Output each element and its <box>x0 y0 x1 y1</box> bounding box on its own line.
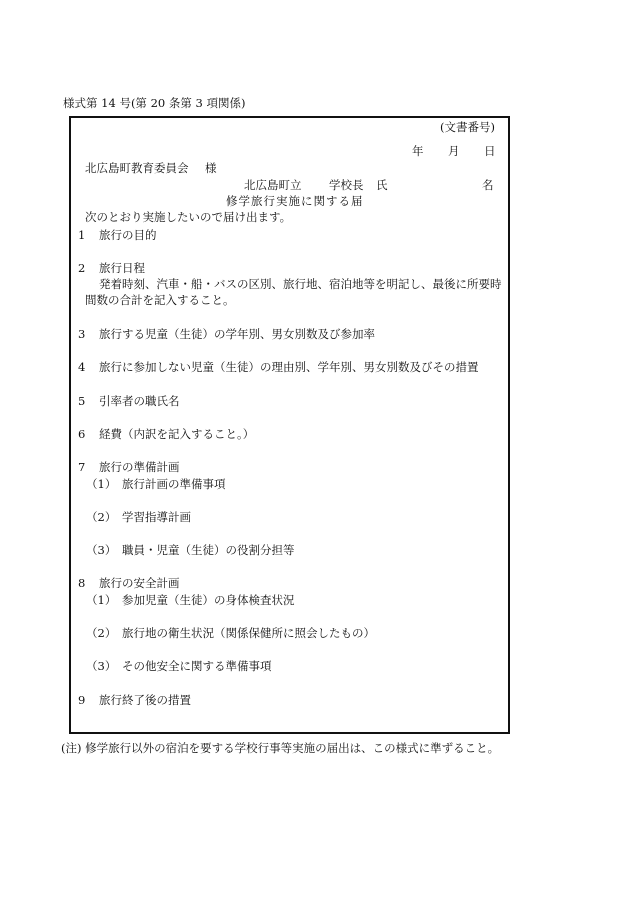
subsection-number: （1） <box>86 593 117 607</box>
addressee-honorific: 様 <box>205 161 217 175</box>
sender-name-suffix: 名 <box>482 178 494 192</box>
subsection-text: 職員・児童（生徒）の役割分担等 <box>122 543 295 557</box>
section-heading: 旅行日程 <box>99 261 145 275</box>
section-heading: 引率者の職氏名 <box>99 394 180 408</box>
section-number: 4 <box>78 360 86 374</box>
section-heading: 旅行の目的 <box>99 228 157 242</box>
section-number: 9 <box>78 693 86 707</box>
sender-town: 北広島町立 <box>244 178 302 192</box>
addressee: 北広島町教育委員会 <box>85 161 189 175</box>
section-heading: 旅行終了後の措置 <box>99 693 191 707</box>
section-heading: 旅行の安全計画 <box>99 576 180 590</box>
sender-name-prefix: 氏 <box>376 178 388 192</box>
section-number: 6 <box>78 427 86 441</box>
subsection-number: （3） <box>86 659 117 673</box>
subsection-text: その他安全に関する準備事項 <box>122 659 272 673</box>
form-border <box>69 116 510 734</box>
document-number-label: (文書番号) <box>440 120 495 134</box>
sender-title: 学校長 <box>329 178 364 192</box>
section-heading: 旅行の準備計画 <box>99 460 180 474</box>
subsection-number: （3） <box>86 543 117 557</box>
section-number: 2 <box>78 261 86 275</box>
subsection-number: （2） <box>86 510 117 524</box>
subsection-text: 参加児童（生徒）の身体検査状況 <box>122 593 295 607</box>
subsection-number: （1） <box>86 477 117 491</box>
form-caption: 様式第 14 号(第 20 条第 3 項関係) <box>63 96 246 110</box>
subsection-number: （2） <box>86 626 117 640</box>
section-heading: 旅行する児童（生徒）の学年別、男女別数及び参加率 <box>99 327 375 341</box>
section-detail: 発着時刻、汽車・船・バスの区別、旅行地、宿泊地等を明記し、最後に所要時 <box>99 277 502 291</box>
section-number: 7 <box>78 460 86 474</box>
subsection-text: 旅行地の衛生状況（関係保健所に照会したもの） <box>122 626 375 640</box>
document-title: 修学旅行実施に関する届 <box>226 194 364 208</box>
section-number: 1 <box>78 228 86 242</box>
section-heading: 旅行に参加しない児童（生徒）の理由別、学年別、男女別数及びその措置 <box>99 360 479 374</box>
subsection-text: 学習指導計画 <box>122 510 191 524</box>
subsection-text: 旅行計画の準備事項 <box>122 477 226 491</box>
date-month-label: 月 <box>448 144 460 158</box>
section-number: 3 <box>78 327 86 341</box>
section-detail: 間数の合計を記入すること。 <box>85 293 235 307</box>
section-number: 5 <box>78 394 86 408</box>
section-heading: 経費（内訳を記入すること。） <box>99 427 255 441</box>
section-number: 8 <box>78 576 86 590</box>
intro-text: 次のとおり実施したいので届け出ます。 <box>85 210 292 224</box>
date-day-label: 日 <box>484 144 496 158</box>
footnote: (注) 修学旅行以外の宿泊を要する学校行事等実施の届出は、この様式に準ずること。 <box>61 741 500 755</box>
date-year-label: 年 <box>412 144 424 158</box>
